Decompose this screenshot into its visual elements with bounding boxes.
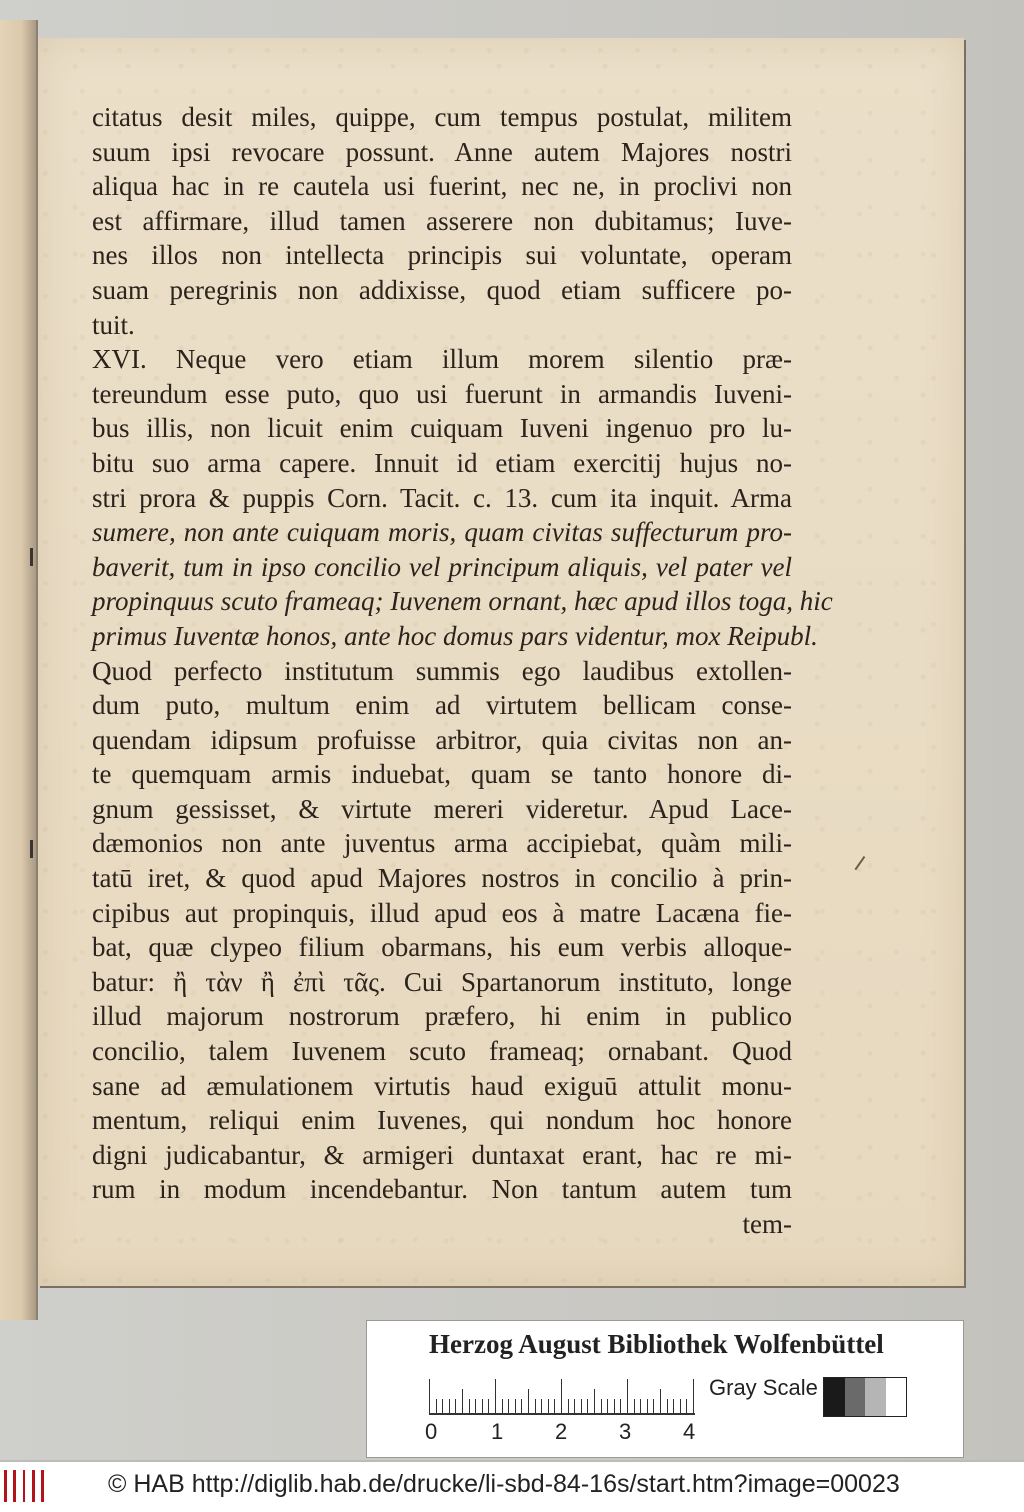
catchword: tem- [742, 1209, 792, 1239]
text-line: aliqua hac in re cautela usi fuerint, nec ne, in proclivi non [92, 171, 792, 202]
ruler-tick [594, 1389, 595, 1413]
ruler-tick [535, 1399, 536, 1413]
text-line: gnum gessisset, & virtute mereri videretur. Apud Lace- [92, 793, 792, 824]
quotation-line: sumere, non ante cuiquam moris, quam civitas suffecturum pro- [92, 517, 792, 548]
text-line: Quod perfecto institutum summis ego laudibus extollen- [92, 655, 792, 686]
ruler-tick [508, 1399, 509, 1413]
ruler-tick [429, 1379, 430, 1413]
ruler-number: 1 [491, 1419, 504, 1444]
ruler-number: 2 [555, 1419, 568, 1444]
logo-stripe [32, 1470, 35, 1502]
text-line: bat, quæ clypeo filium obarmans, his eum verbis alloque- [92, 932, 792, 963]
gray-scale-swatches [823, 1377, 907, 1417]
ruler-tick [541, 1399, 542, 1413]
ruler-tick [442, 1399, 443, 1413]
ruler-tick [627, 1379, 628, 1413]
ruler-tick [634, 1399, 635, 1413]
ruler-tick [436, 1399, 437, 1413]
text-line: concilio, talem Iuvenem scuto frameaq; ornabant. Quod [92, 1036, 792, 1067]
text-line: dum puto, multum enim ad virtutem bellicam conse- [92, 690, 792, 721]
ruler-tick [502, 1399, 503, 1413]
gray-swatch [865, 1378, 886, 1416]
copyright-url-text: © HAB http://diglib.hab.de/drucke/li-sbd-84-16s/start.htm?image=00023 [108, 1470, 900, 1498]
ruler-tick [574, 1399, 575, 1413]
section-heading-line: XVI. Neque vero etiam illum morem silentio præ- [92, 344, 792, 375]
ruler-tick [561, 1379, 562, 1413]
page-text [92, 100, 833, 1242]
edge-mark [30, 840, 33, 858]
gray-swatch [824, 1378, 845, 1416]
ruler-number: 4 [683, 1419, 696, 1444]
logo-stripe [41, 1470, 44, 1502]
ruler-tick [521, 1399, 522, 1413]
scale-ruler [429, 1377, 695, 1415]
hab-logo-icon [4, 1470, 44, 1502]
ruler-tick [449, 1399, 450, 1413]
text-line: illud majorum nostrorum præfero, hi enim in publico [92, 1001, 792, 1032]
text-line: sane ad æmulationem virtutis haud exiguū attulit monu- [92, 1070, 792, 1101]
quotation-line: propinquus scuto frameaq; Iuvenem ornant, hæc apud illos toga, hic [92, 586, 833, 617]
previous-page-edge [0, 20, 38, 1320]
ruler-tick [640, 1399, 641, 1413]
gray-swatch [845, 1378, 866, 1416]
text-line: digni judicabantur, & armigeri duntaxat erant, hac re mi- [92, 1139, 792, 1170]
logo-stripe [4, 1470, 7, 1502]
ruler-tick [528, 1389, 529, 1413]
ruler-tick [673, 1399, 674, 1413]
text-line: bitu suo arma capere. Innuit id etiam exercitij hujus no- [92, 447, 792, 478]
ruler-tick [653, 1399, 654, 1413]
ruler-tick [495, 1379, 496, 1413]
text-line: te quemquam armis induebat, quam se tanto honore di- [92, 759, 792, 790]
text-line: nes illos non intellecta principis sui voluntate, operam [92, 240, 792, 271]
logo-stripe [23, 1470, 26, 1502]
footer-bar [0, 1462, 1024, 1512]
library-name: Herzog August Bibliothek Wolfenbüttel [429, 1329, 884, 1359]
text-line: tereundum esse puto, quo usi fuerunt in armandis Iuveni- [92, 378, 792, 409]
logo-stripe [13, 1470, 16, 1502]
stray-ink-mark [854, 856, 873, 876]
quotation-line: primus Iuventæ honos, ante hoc domus pars videntur, mox Reipubl. [92, 620, 818, 651]
ruler-tick [462, 1389, 463, 1413]
text-line: stri prora & puppis Corn. Tacit. c. 13. cum ita inquit. Arma [92, 482, 792, 513]
text-line: bus illis, non licuit enim cuiquam Iuveni ingenuo pro lu- [92, 413, 792, 444]
logo-stripe [37, 1470, 40, 1502]
ruler-tick [475, 1399, 476, 1413]
ruler-tick [488, 1399, 489, 1413]
text-line: rum in modum incendebantur. Non tantum autem tum [92, 1174, 792, 1205]
ruler-tick [515, 1399, 516, 1413]
text-line: citatus desit miles, quippe, cum tempus postulat, militem [92, 102, 792, 132]
ruler-tick [469, 1399, 470, 1413]
ruler-number: 0 [425, 1419, 438, 1444]
text-line: mentum, reliqui enim Iuvenes, qui nondum hoc honore [92, 1105, 792, 1136]
text-line: dæmonios non ante juventus arma accipiebat, quàm mili- [92, 828, 792, 859]
ruler-tick [620, 1399, 621, 1413]
ruler-tick [680, 1399, 681, 1413]
ruler-tick [587, 1399, 588, 1413]
ruler-tick [614, 1399, 615, 1413]
ruler-tick [686, 1399, 687, 1413]
logo-stripe [9, 1470, 12, 1502]
text-line: suum ipsi revocare possunt. Anne autem Majores nostri [92, 136, 792, 167]
ruler-tick [607, 1399, 608, 1413]
logo-stripe [18, 1470, 21, 1502]
ruler-tick [667, 1399, 668, 1413]
text-line: est affirmare, illud tamen asserere non dubitamus; Iuve- [92, 205, 792, 236]
text-line: tuit. [92, 309, 135, 340]
ruler-tick [554, 1399, 555, 1413]
ruler-tick [568, 1399, 569, 1413]
edge-mark [30, 548, 33, 566]
text-line: cipibus aut propinquis, illud apud eos à matre Lacæna fie- [92, 897, 792, 928]
text-line: quendam idipsum profuisse arbitror, quia civitas non an- [92, 724, 792, 755]
text-line: tatū iret, & quod apud Majores nostros in concilio à prin- [92, 863, 792, 894]
color-calibration-target [366, 1320, 964, 1458]
quotation-line: baverit, tum in ipso concilio vel principum aliquis, vel pater vel [92, 551, 792, 582]
bleed-through-text [86, 1108, 91, 1131]
ruler-tick [581, 1399, 582, 1413]
ruler-tick [693, 1379, 694, 1413]
ruler-tick [482, 1399, 483, 1413]
gray-scale-label: Gray Scale [709, 1375, 818, 1400]
ruler-tick [548, 1399, 549, 1413]
ruler-tick [601, 1399, 602, 1413]
text-line: batur: ἢ τὰν ἢ ἐπὶ τᾶς. Cui Spartanorum instituto, longe [92, 966, 792, 997]
ruler-tick [647, 1399, 648, 1413]
ruler-number: 3 [619, 1419, 632, 1444]
logo-stripe [27, 1470, 30, 1502]
ruler-tick [455, 1399, 456, 1413]
text-line: suam peregrinis non addixisse, quod etiam sufficere po- [92, 274, 792, 305]
ruler-tick [660, 1389, 661, 1413]
gray-swatch [886, 1378, 907, 1416]
